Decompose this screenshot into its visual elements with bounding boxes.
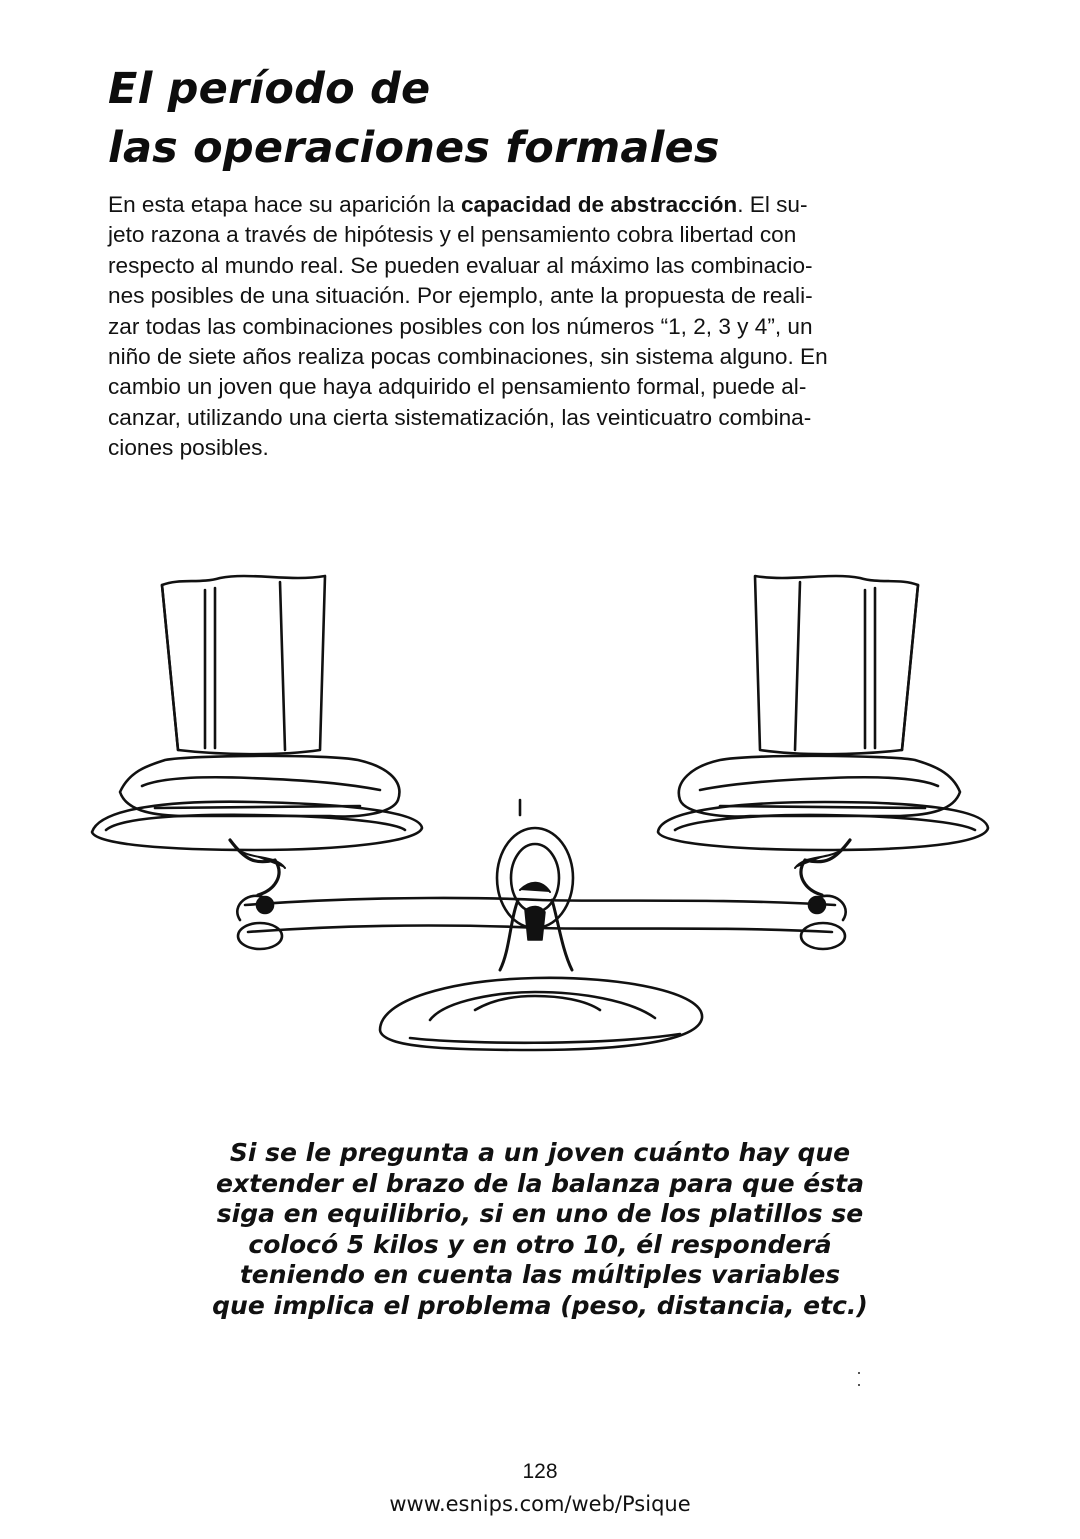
caption-line-2: extender el brazo de la balanza para que ésta <box>216 1168 864 1198</box>
body-line-4: nes posibles de una situación. Por ejemplo, ante la propuesta de reali- <box>108 283 813 309</box>
caption-line-5: teniendo en cuenta las múltiples variables <box>239 1260 841 1289</box>
page-title <box>108 60 1008 178</box>
caption-line-6: que implica el problema (peso, distancia, etc.) <box>212 1290 868 1320</box>
body-line-5: zar todas las combinaciones posibles con los números “1, 2, 3 y 4”, un <box>108 313 813 339</box>
body-line-8: canzar, utilizando una cierta sistematización, las veinticuatro combina- <box>108 404 812 430</box>
body-paragraph <box>108 190 968 464</box>
illustration-caption <box>110 1138 970 1321</box>
key-term: capacidad de abstracción <box>460 192 738 217</box>
title-line-1: El período de <box>108 64 431 114</box>
body-line-7: cambio un joven que haya adquirido el pensamiento formal, puede al- <box>108 374 807 400</box>
caption-line-1: Si se le pregunta a un joven cuánto hay que <box>229 1138 851 1167</box>
body-line-3: respecto al mundo real. Se pueden evaluar al máximo las combinacio- <box>108 252 813 278</box>
balance-scale-icon <box>80 560 1000 1060</box>
body-line-1-start: En esta etapa hace su aparición la <box>108 192 461 217</box>
body-line-1-end: . El su- <box>737 192 808 217</box>
caption-line-3: siga en equilibrio, si en uno de los platillos se <box>216 1199 864 1228</box>
scan-speck <box>858 1372 860 1374</box>
body-line-2: jeto razona a través de hipótesis y el pensamiento cobra libertad con <box>108 222 797 248</box>
scan-speck <box>858 1384 860 1386</box>
caption-line-4: colocó 5 kilos y en otro 10, él responderá <box>248 1229 832 1259</box>
body-line-9: ciones posibles. <box>108 435 269 461</box>
body-line-1 <box>108 190 968 220</box>
balance-scale-illustration <box>80 560 1000 1060</box>
body-line-6: niño de siete años realiza pocas combinaciones, sin sistema alguno. En <box>108 344 828 370</box>
source-url: www.esnips.com/web/Psique <box>389 1492 691 1516</box>
title-line-2: las operaciones formales <box>108 123 720 173</box>
page-number: 128 <box>522 1460 558 1483</box>
